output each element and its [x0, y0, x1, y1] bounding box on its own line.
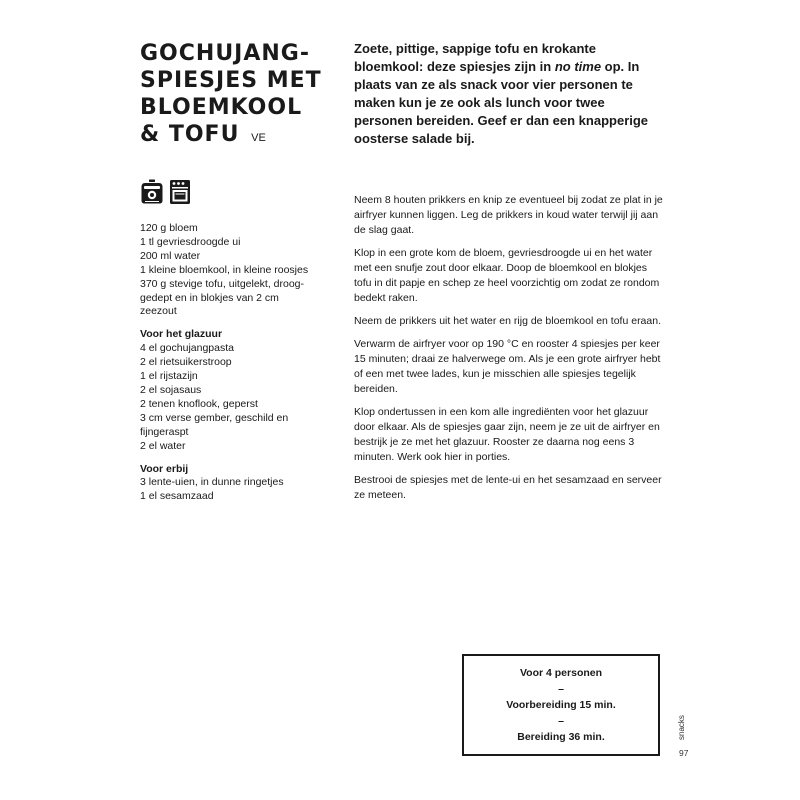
servings: Voor 4 personen — [519, 667, 603, 679]
ingredient-list-main — [140, 222, 330, 319]
method-step: Verwarm de airfryer voor op 190 °C en rooster 4 spiesjes per keer 15 minuten; draai ze halverwege om. Als je een grote airfryer hebt of een met twee lades, kun je misschien alle spiesjes tegelijk bereiden. — [354, 338, 661, 395]
section-label-text: snacks — [677, 715, 686, 740]
ingredient-item: 1 tl gevriesdroogde ui — [140, 235, 241, 248]
oven-icon — [169, 179, 191, 205]
diet-tag: VE — [251, 132, 266, 144]
ingredient-item: zeezout — [140, 305, 177, 318]
recipe-info-box — [462, 654, 660, 756]
ingredient-list-glaze — [140, 342, 330, 453]
airfryer-icon — [140, 179, 164, 205]
ingredient-item: 200 ml water — [140, 249, 201, 262]
ingredients — [140, 222, 330, 513]
recipe-title — [140, 40, 330, 152]
method-step: Klop in een grote kom de bloem, gevriesdroogde ui en het water met een snufje zout door elkaar. Doop de bloemkool en blokjes tofu in dit papje en schep ze heel voorzichtig om zodat ze rondom bedekt raken. — [354, 247, 660, 304]
ingredient-list-serve — [140, 476, 330, 504]
ingredient-item: 2 el water — [140, 439, 186, 452]
serve-heading: Voor erbij — [140, 462, 189, 475]
cook-time: Bereiding 36 min. — [517, 731, 605, 743]
ingredient-item: 2 el rietsuikerstroop — [140, 356, 232, 369]
ingredient-item: 1 el rijstazijn — [140, 370, 198, 383]
ingredient-item: 2 tenen knoflook, geperst — [140, 397, 258, 410]
method-step: Bestrooi de spiesjes met de lente-ui en het sesamzaad en serveer ze meteen. — [354, 474, 662, 501]
ingredient-item: 370 g stevige tofu, uitgelekt, droog-gedept en in blokjes van 2 cm — [140, 277, 305, 304]
intro-text-1: Zoete, pittige, sappige tofu en krokante bloemkool: deze spiesjes zijn in — [354, 41, 596, 74]
info-separator: – — [558, 715, 564, 727]
intro-text-2: op. In plaats van ze als snack voor vier personen te maken kun je ze ook als lunch voor twee personen bereiden. Geef er dan een knapperige oosterse salade bij. — [354, 59, 649, 146]
method-step: Neem 8 houten prikkers en knip ze eventueel bij zodat ze plat in je airfryer kunnen liggen. Leg de prikkers in koud water terwijl jij aan de slag gaat. — [354, 194, 663, 236]
ingredient-item: 3 cm verse gember, geschild en fijngeraspt — [140, 411, 289, 438]
method-steps — [354, 193, 664, 511]
intro-emphasis: no time — [554, 59, 602, 74]
glaze-heading: Voor het glazuur — [140, 328, 223, 341]
info-separator: – — [558, 683, 564, 695]
method-step: Neem de prikkers uit het water en rijg de bloemkool en tofu eraan. — [354, 315, 661, 327]
prep-time: Voorbereiding 15 min. — [506, 699, 616, 711]
recipe-intro — [354, 40, 664, 148]
method-step: Klop ondertussen in een kom alle ingrediënten voor het glazuur door elkaar. Als de spiesjes gaar zijn, neem je ze uit de airfryer en bestrijk je ze met het glazuur. Rooster ze daarna nog eens 3 minuten. Werk ook hier in porties. — [354, 406, 660, 463]
ingredient-item: 2 el sojasaus — [140, 383, 202, 396]
recipe-title-text: GOCHUJANG-SPIESJES MET BLOEMKOOL & TOFU — [140, 41, 322, 147]
appliance-icons — [140, 179, 191, 205]
ingredient-item: 120 g bloem — [140, 222, 198, 234]
section-label — [676, 710, 690, 740]
ingredient-item: 3 lente-uien, in dunne ringetjes — [140, 476, 284, 489]
ingredient-item: 1 el sesamzaad — [140, 490, 214, 503]
page-number: 97 — [679, 748, 689, 758]
ingredient-item: 4 el gochujangpasta — [140, 342, 234, 355]
ingredient-item: 1 kleine bloemkool, in kleine roosjes — [140, 263, 309, 276]
